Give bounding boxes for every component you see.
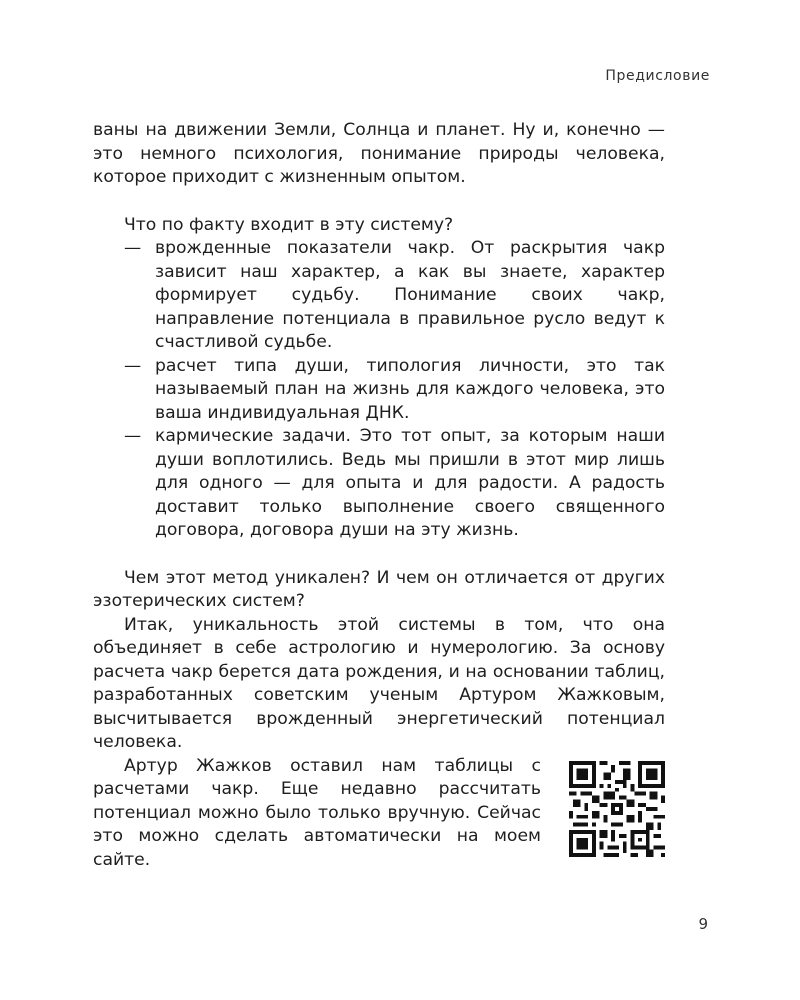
- list-dash: —: [124, 426, 142, 446]
- page-number: 9: [698, 915, 708, 933]
- qr-block: [93, 755, 665, 873]
- list-item: [124, 425, 665, 543]
- list-dash: —: [124, 238, 142, 258]
- paragraph-gap: [93, 190, 665, 214]
- bullet-list: [93, 237, 665, 543]
- running-head: Предисловие: [605, 68, 710, 84]
- paragraph-4: Итак, уникальность этой системы в том, что она объединяет в себе астрологию и нумерологию. За основу расчета чакр берется дата рождения, и на основании таблиц, разработанных советским ученым Артуром Жажковым, высчитывается врожденный энергетический потенциал человека.: [93, 614, 665, 752]
- list-item: [124, 355, 665, 426]
- list-item: [124, 237, 665, 355]
- paragraph-gap: [93, 543, 665, 567]
- list-dash: —: [124, 355, 142, 376]
- paragraph-1: ваны на движении Земли, Солнца и планет. Ну и, конечно — это немного психология, понимание природы человека, которое приходит с жизненным опытом.: [93, 120, 665, 187]
- page-body: [93, 119, 665, 872]
- list-item-text: врожденные показатели чакр. От раскрытия чакр зависит наш характер, а как вы знаете, характер формирует судьбу. Понимание своих чакр, направление потенциала в правильное русло ведут к счастливой судьбе.: [155, 238, 665, 352]
- qr-code-icon[interactable]: [569, 761, 665, 857]
- paragraph-3: Чем этот метод уникален? И чем он отличается от других эзотерических систем?: [93, 567, 665, 611]
- paragraph-2: Что по факту входит в эту систему?: [124, 214, 454, 235]
- list-item-text: кармические задачи. Это тот опыт, за которым наши души воплотились. Ведь мы пришли в этот мир лишь для одного — для опыта и для радости. А радость доставит только выполнение своего священного договора, договора души на эту жизнь.: [155, 426, 665, 540]
- paragraph-5: Артур Жажков оставил нам таблицы с расчетами чакр. Еще недавно рассчитать потенциал можно было только вручную. Сейчас это можно сделать автоматически на моем сайте.: [93, 755, 541, 870]
- list-item-text: расчет типа души, типология личности, это так называемый план на жизнь для каждого человека, это ваша индивидуальная ДНК.: [155, 355, 665, 423]
